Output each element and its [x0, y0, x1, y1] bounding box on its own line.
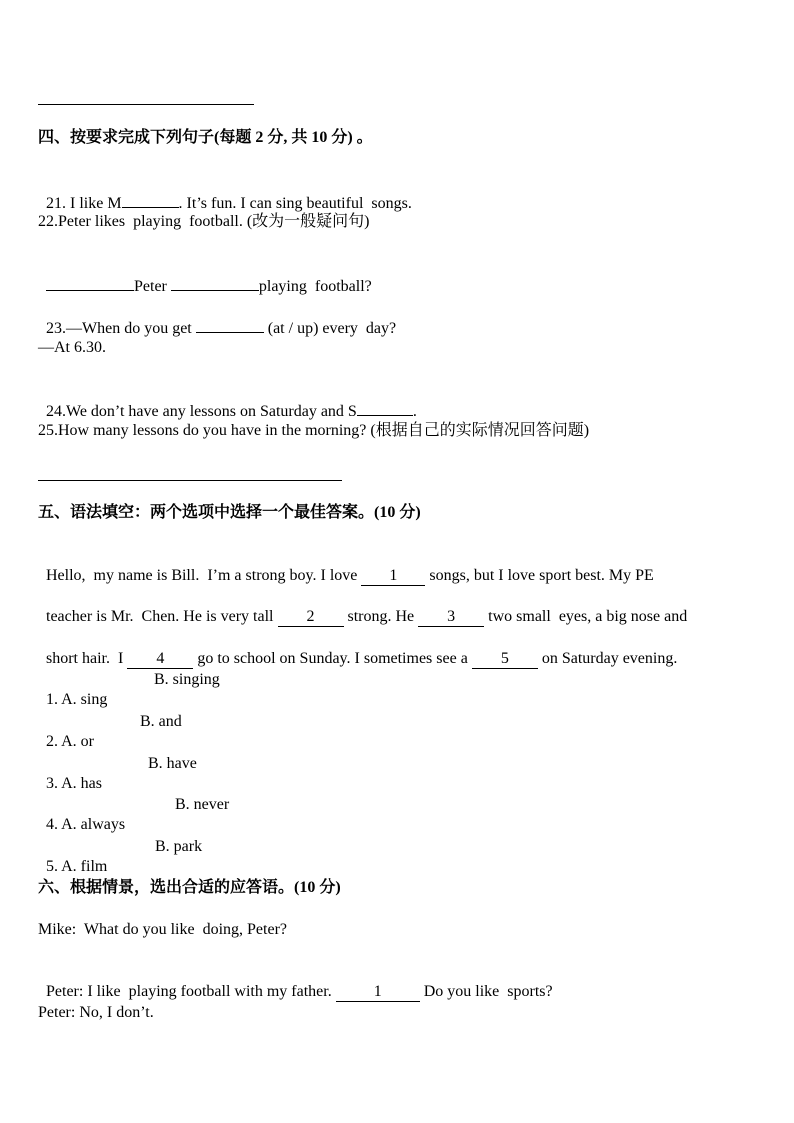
- q21-text-a: 21. I like M: [46, 195, 122, 212]
- option-a[interactable]: 2. A. or: [46, 733, 94, 750]
- passage-text: short hair. I: [46, 650, 128, 667]
- question-21: [38, 171, 412, 214]
- passage-text: songs, but I love sport best. My PE: [425, 567, 654, 584]
- q22-word-2: playing football?: [258, 278, 372, 295]
- q22-blank-2[interactable]: [171, 274, 259, 291]
- dialogue-line-2: [38, 962, 553, 1002]
- question-24: [38, 379, 417, 422]
- q24-blank[interactable]: [357, 399, 413, 416]
- q23-text-a: 23.—When do you get: [46, 320, 196, 337]
- passage-line-1: [38, 546, 654, 586]
- option-b[interactable]: B. never: [175, 796, 230, 813]
- passage-text: two small eyes, a big nose and: [484, 608, 688, 625]
- passage-text: go to school on Sunday. I sometimes see a: [193, 650, 472, 667]
- passage-text: strong. He: [343, 608, 419, 625]
- q25-answer-line[interactable]: [38, 480, 342, 481]
- passage-blank-2[interactable]: 2: [278, 608, 344, 627]
- option-b[interactable]: B. and: [140, 713, 182, 730]
- q22-blank-1[interactable]: [46, 274, 134, 291]
- passage-blank-3[interactable]: 3: [418, 608, 484, 627]
- q23-text-b: (at / up) every day?: [263, 320, 397, 337]
- passage-blank-1[interactable]: 1: [361, 567, 425, 586]
- dialogue-text: Peter: I like playing football with my father.: [46, 983, 336, 1000]
- passage-line-3: [38, 629, 677, 669]
- passage-text: on Saturday evening.: [537, 650, 678, 667]
- q21-blank[interactable]: [122, 191, 179, 208]
- dialogue-blank-1[interactable]: 1: [336, 983, 420, 1002]
- question-22-answer: [38, 254, 372, 297]
- passage-text: teacher is Mr. Chen. He is very tall: [46, 608, 278, 625]
- answer-line-top: [38, 104, 254, 105]
- q23-blank[interactable]: [196, 316, 264, 333]
- option-a[interactable]: 1. A. sing: [46, 691, 108, 708]
- passage-text: Hello, my name is Bill. I’m a strong boy. I love: [46, 567, 362, 584]
- option-b[interactable]: B. have: [148, 755, 197, 772]
- question-23: [38, 296, 396, 339]
- dialogue-text: Do you like sports?: [419, 983, 553, 1000]
- section4-title: 四、按要求完成下列句子(每题 2 分, 共 10 分) 。: [38, 129, 373, 146]
- option-b[interactable]: B. park: [155, 838, 203, 855]
- question-25: 25.How many lessons do you have in the morning? (根据自己的实际情况回答问题): [38, 422, 590, 439]
- q21-text-b: . It’s fun. I can sing beautiful songs.: [178, 195, 412, 212]
- option-a[interactable]: 3. A. has: [46, 775, 102, 792]
- section6-title: 六、根据情景，选出合适的应答语。(10 分): [38, 879, 341, 896]
- question-22: 22.Peter likes playing football. (改为一般疑问句): [38, 213, 370, 230]
- passage-line-2: [38, 587, 687, 627]
- dialogue-line-1: Mike: What do you like doing, Peter?: [38, 921, 287, 938]
- passage-blank-4[interactable]: 4: [127, 650, 193, 669]
- option-a[interactable]: 5. A. film: [46, 858, 108, 875]
- q22-word-1: Peter: [134, 278, 167, 295]
- option-b[interactable]: B. singing: [154, 671, 220, 688]
- option-a[interactable]: 4. A. always: [46, 816, 126, 833]
- section5-title: 五、语法填空：两个选项中选择一个最佳答案。(10 分): [38, 504, 421, 521]
- dialogue-line-3: Peter: No, I don’t.: [38, 1004, 154, 1021]
- passage-blank-5[interactable]: 5: [472, 650, 538, 669]
- q24-text-a: 24.We don’t have any lessons on Saturday and S: [46, 403, 357, 420]
- question-23-reply: —At 6.30.: [38, 339, 106, 356]
- q24-text-b: .: [412, 403, 417, 420]
